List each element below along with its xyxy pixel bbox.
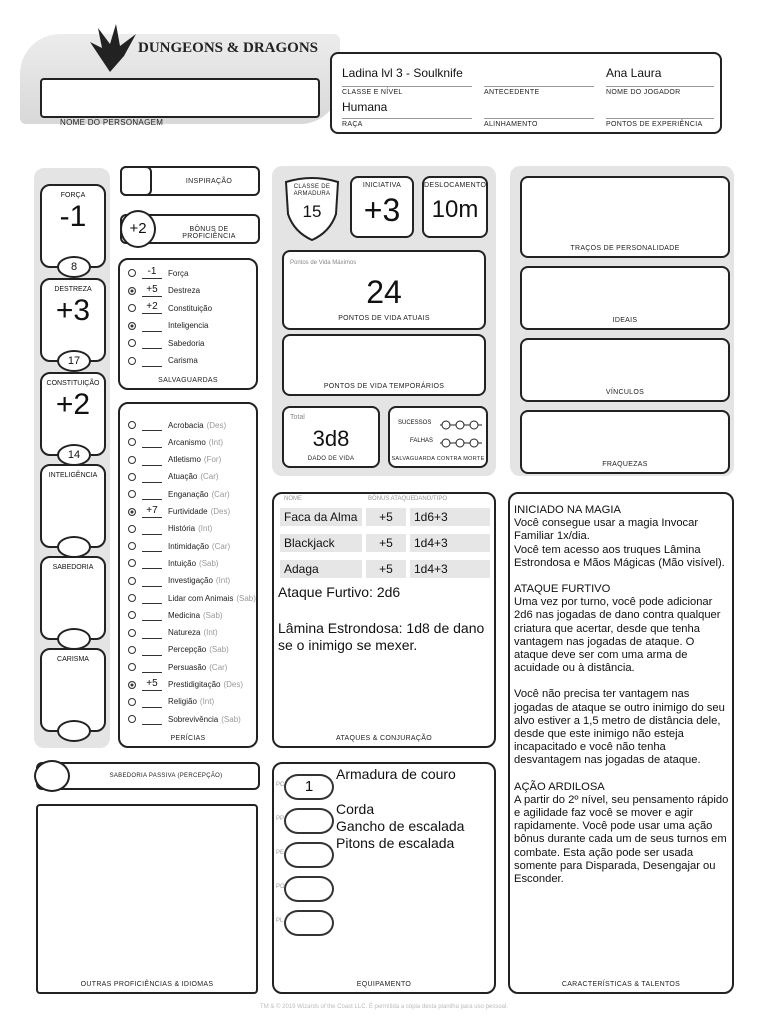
- armor-class-label: CLASSE DE ARMADURA: [293, 184, 331, 197]
- coin-field[interactable]: [276, 808, 334, 834]
- coin-code: PL: [276, 918, 284, 924]
- save-name: Destreza: [168, 286, 201, 295]
- save-proficiency-radio[interactable]: [128, 322, 136, 330]
- skill-proficiency-radio[interactable]: [128, 508, 136, 516]
- header-info-box: [330, 52, 722, 134]
- coin-code: PC: [276, 782, 285, 788]
- coin-code: PE: [276, 850, 285, 856]
- race-label: RAÇA: [342, 118, 472, 128]
- attack-damage[interactable]: 1d6+3: [410, 508, 490, 526]
- skill-proficiency-radio[interactable]: [128, 525, 136, 533]
- skill-row[interactable]: [128, 537, 278, 555]
- skill-name: Percepção: [168, 645, 207, 655]
- skill-proficiency-radio[interactable]: [128, 438, 136, 446]
- coin-code: PP: [276, 816, 285, 822]
- other-proficiencies-box[interactable]: [36, 804, 258, 994]
- attribute-name: DESTREZA: [54, 286, 92, 293]
- skill-name: Religião: [168, 697, 197, 707]
- equipment-label: EQUIPAMENTO: [356, 981, 412, 988]
- attribute-score[interactable]: [57, 628, 91, 650]
- coin-field[interactable]: [276, 876, 334, 902]
- attribute-name: CONSTITUIÇÃO: [46, 380, 100, 387]
- attribute-box[interactable]: [40, 556, 106, 640]
- skill-attr: (Sab): [209, 645, 229, 655]
- hit-dice-label: DADO DE VIDA: [307, 456, 355, 462]
- skill-attr: (Car): [211, 489, 230, 499]
- attack-name[interactable]: Faca da Alma: [280, 508, 362, 526]
- features-box: [508, 492, 734, 994]
- skill-proficiency-radio[interactable]: [128, 490, 136, 498]
- save-proficiency-radio[interactable]: [128, 304, 136, 312]
- skill-name: Furtividade: [168, 507, 208, 516]
- skill-name: Atuação: [168, 472, 198, 482]
- character-name-label: NOME DO PERSONAGEM: [60, 118, 164, 127]
- inspiration-label: INSPIRAÇÃO: [185, 178, 233, 185]
- feature-paragraph: [514, 768, 730, 781]
- attack-bonus[interactable]: +5: [366, 508, 406, 526]
- features-label: CARACTERÍSTICAS & TALENTOS: [561, 981, 681, 988]
- skill-row[interactable]: [128, 641, 278, 659]
- skill-row[interactable]: [128, 451, 278, 469]
- save-value[interactable]: +2: [142, 302, 162, 314]
- skill-value[interactable]: [142, 419, 162, 431]
- save-row[interactable]: [128, 299, 278, 317]
- equipment-item: Gancho de escalada: [336, 818, 465, 834]
- hp-current-label: PONTOS DE VIDA ATUAIS: [338, 315, 430, 322]
- skill-row[interactable]: [128, 589, 278, 607]
- skill-attr: (Int): [199, 697, 215, 707]
- attribute-name: FORÇA: [60, 192, 86, 199]
- initiative-box[interactable]: [350, 176, 414, 238]
- personality-panel: [510, 166, 734, 476]
- save-value[interactable]: [142, 337, 162, 349]
- attacks-col-name: NOME: [284, 496, 302, 502]
- attribute-modifier: +3: [55, 294, 91, 327]
- skills-box: [118, 402, 258, 748]
- skill-proficiency-radio[interactable]: [128, 698, 136, 706]
- coin-code: PO: [276, 884, 285, 890]
- skill-value[interactable]: [142, 523, 162, 535]
- saves-box: [118, 258, 258, 390]
- attribute-score[interactable]: 14: [57, 444, 91, 466]
- skill-row[interactable]: [128, 572, 278, 590]
- feature-paragraph: INICIADO NA MAGIA: [514, 504, 621, 516]
- skill-proficiency-radio[interactable]: [128, 715, 136, 723]
- death-fail-label: FALHAS: [410, 438, 434, 444]
- skill-attr: (Sab): [236, 593, 256, 603]
- feature-paragraph: A partir do 2º nível, seu pensamento rápido e agilidade faz você se mover e agir rapidamente. Você pode usar uma ação bônus durante cada um de seus turnos em combate. Esta ação pode ser usada somente para Disparada, Desengajar ou Esconder.: [514, 793, 729, 886]
- skill-attr: (Des): [210, 507, 231, 516]
- skill-attr: (Car): [211, 541, 231, 551]
- save-name: Sabedoria: [168, 338, 205, 348]
- proficiency-label: BÔNUS DE PROFICIÊNCIA: [182, 226, 236, 240]
- bonds-box[interactable]: [520, 338, 730, 402]
- character-name-field[interactable]: [40, 78, 320, 118]
- skill-name: Atletismo: [168, 455, 201, 465]
- skill-row[interactable]: [128, 554, 278, 572]
- skill-value[interactable]: [142, 540, 162, 552]
- skill-value[interactable]: [142, 471, 162, 483]
- skill-row[interactable]: [128, 520, 278, 538]
- initiative-label: INICIATIVA: [362, 182, 402, 189]
- save-name: Força: [168, 268, 189, 278]
- inspiration-box[interactable]: [120, 166, 260, 196]
- attribute-name: SABEDORIA: [52, 564, 94, 571]
- feature-paragraph: ATAQUE FURTIVO: [514, 583, 611, 596]
- attack-damage[interactable]: 1d4+3: [410, 534, 490, 552]
- skill-attr: (Car): [209, 662, 228, 672]
- skill-name: Intuição: [168, 558, 197, 568]
- skill-attr: (Des): [223, 680, 244, 689]
- save-row[interactable]: [128, 282, 278, 300]
- hit-dice-value: 3d8: [312, 426, 350, 451]
- skill-proficiency-radio[interactable]: [128, 559, 136, 567]
- skill-proficiency-radio[interactable]: [128, 421, 136, 429]
- equipment-item: Corda: [336, 801, 375, 817]
- other-proficiencies-label: OUTRAS PROFICIÊNCIAS & IDIOMAS: [80, 981, 214, 988]
- race-value[interactable]: Humana: [342, 100, 388, 114]
- attribute-name: INTELIGÊNCIA: [48, 472, 98, 479]
- save-proficiency-radio[interactable]: [128, 357, 136, 365]
- skill-value[interactable]: [142, 575, 162, 587]
- attribute-score[interactable]: 17: [57, 350, 91, 372]
- skill-proficiency-radio[interactable]: [128, 681, 136, 689]
- attribute-name: CARISMA: [57, 656, 89, 663]
- skill-proficiency-radio[interactable]: [128, 473, 136, 481]
- proficiency-box: [120, 214, 260, 244]
- skill-value[interactable]: [142, 609, 162, 621]
- equipment-item: Armadura de couro: [336, 766, 456, 782]
- skill-attr: (Int): [208, 437, 224, 447]
- passive-wisdom-value[interactable]: [34, 760, 70, 792]
- attribute-modifier: +2: [55, 388, 91, 421]
- combat-panel: [272, 166, 496, 476]
- death-success-label: SUCESSOS: [398, 420, 432, 426]
- skill-attr: (Car): [200, 472, 219, 482]
- attacks-label: ATAQUES & CONJURAÇÃO: [336, 735, 432, 742]
- skill-row[interactable]: [128, 676, 278, 694]
- skill-attr: (Int): [203, 628, 218, 638]
- flaws-box[interactable]: [520, 410, 730, 474]
- traits-box[interactable]: [520, 176, 730, 258]
- save-value[interactable]: [142, 355, 162, 367]
- hp-current-value: 24: [366, 274, 402, 310]
- save-proficiency-radio[interactable]: [128, 339, 136, 347]
- hp-current-box[interactable]: [282, 250, 486, 330]
- flaws-label: FRAQUEZAS: [602, 461, 648, 468]
- skill-name: Prestidigitação: [168, 680, 221, 689]
- skill-name: Natureza: [168, 628, 201, 638]
- skill-attr: (Des): [206, 420, 227, 430]
- attack-bonus[interactable]: +5: [366, 534, 406, 552]
- death-saves-label: SALVAGUARDA CONTRA MORTE: [391, 456, 485, 462]
- skill-proficiency-radio[interactable]: [128, 646, 136, 654]
- inspiration-checkbox[interactable]: [120, 166, 152, 196]
- skill-proficiency-radio[interactable]: [128, 594, 136, 602]
- save-row[interactable]: [128, 334, 278, 352]
- speed-box[interactable]: [422, 176, 488, 238]
- hit-dice-box[interactable]: [282, 406, 380, 468]
- hit-dice-total-label: Total: [290, 414, 305, 421]
- skill-name: Sobrevivência: [168, 714, 219, 724]
- skill-row[interactable]: [128, 433, 278, 451]
- ideals-box[interactable]: [520, 266, 730, 330]
- save-value[interactable]: [142, 320, 162, 332]
- speed-value: 10m: [431, 196, 479, 223]
- skill-attr: (Sab): [221, 714, 241, 724]
- skill-attr: (For): [203, 455, 222, 465]
- save-row[interactable]: [128, 317, 278, 335]
- skill-proficiency-radio[interactable]: [128, 663, 136, 671]
- skill-name: Acrobacia: [168, 420, 204, 430]
- skill-value[interactable]: +5: [142, 679, 162, 691]
- skill-row[interactable]: [128, 468, 278, 486]
- feature-paragraph: [514, 675, 730, 688]
- save-proficiency-radio[interactable]: [128, 287, 136, 295]
- attribute-box[interactable]: [40, 278, 106, 367]
- coin-field[interactable]: [276, 774, 334, 800]
- skill-row[interactable]: [128, 485, 278, 503]
- skill-name: Lidar com Animais: [168, 593, 234, 603]
- feature-paragraph: Você tem acesso aos truques Lâmina Estrondosa e Mãos Mágicas (Mão visível).: [514, 543, 725, 569]
- attribute-box[interactable]: [40, 372, 106, 461]
- feature-paragraph: [514, 570, 730, 583]
- attack-name[interactable]: Adaga: [280, 560, 362, 578]
- death-success-circles[interactable]: [440, 417, 482, 427]
- save-value[interactable]: +5: [142, 285, 162, 297]
- traits-label: TRAÇOS DE PERSONALIDADE: [570, 245, 680, 252]
- skill-name: História: [168, 524, 196, 534]
- attribute-score[interactable]: [57, 720, 91, 742]
- attribute-box[interactable]: [40, 648, 106, 732]
- equipment-box: [272, 762, 496, 994]
- save-value[interactable]: -1: [142, 267, 162, 279]
- skill-name: Investigação: [168, 576, 213, 586]
- skill-value[interactable]: [142, 592, 162, 604]
- class-level-label: CLASSE E NÍVEL: [342, 86, 472, 96]
- feature-paragraph: Uma vez por turno, você pode adicionar 2d6 nas jogadas de dano contra qualquer criatura que acertar, desde que tenha vantagem nas jogadas de ataque. O ataque deve ser com uma arma de acuidade ou à distância.: [514, 596, 721, 675]
- proficiency-value[interactable]: +2: [120, 210, 156, 248]
- skills-label: PERÍCIAS: [170, 735, 206, 742]
- player-name-value[interactable]: Ana Laura: [606, 66, 662, 80]
- feature-paragraph: Você consegue usar a magia Invocar Familiar 1x/dia.: [514, 517, 699, 543]
- skill-name: Persuasão: [168, 662, 207, 672]
- alignment-label: ALINHAMENTO: [484, 118, 594, 128]
- attribute-score[interactable]: 8: [57, 256, 91, 278]
- attribute-modifier: -1: [59, 200, 87, 233]
- attack-damage[interactable]: 1d4+3: [410, 560, 490, 578]
- skill-row[interactable]: [128, 693, 278, 711]
- xp-label: PONTOS DE EXPERIÊNCIA: [606, 118, 714, 128]
- feature-paragraph: AÇÃO ARDILOSA: [514, 780, 605, 793]
- save-proficiency-radio[interactable]: [128, 269, 136, 277]
- skill-value[interactable]: [142, 488, 162, 500]
- skill-row[interactable]: [128, 658, 278, 676]
- attribute-score[interactable]: [57, 536, 91, 558]
- skill-row[interactable]: [128, 710, 278, 728]
- skill-value[interactable]: [142, 557, 162, 569]
- attack-bonus[interactable]: +5: [366, 560, 406, 578]
- skill-proficiency-radio[interactable]: [128, 456, 136, 464]
- attribute-box[interactable]: [40, 464, 106, 548]
- skill-row[interactable]: [128, 606, 278, 624]
- initiative-value: +3: [363, 192, 401, 228]
- skill-proficiency-radio[interactable]: [128, 577, 136, 585]
- ideals-label: IDEAIS: [612, 317, 638, 324]
- player-name-label: NOME DO JOGADOR: [606, 86, 714, 96]
- dragon-logo-icon: [80, 22, 140, 76]
- sneak-attack-note[interactable]: Ataque Furtivo: 2d6: [278, 584, 401, 600]
- skill-name: Medicina: [168, 610, 201, 620]
- coin-value: 1: [304, 778, 314, 795]
- skill-proficiency-radio[interactable]: [128, 629, 136, 637]
- death-fail-circles[interactable]: [440, 435, 482, 445]
- class-level-value[interactable]: Ladina lvl 3 - Soulknife: [342, 66, 463, 80]
- skill-attr: (Sab): [199, 558, 219, 568]
- coin-field[interactable]: [276, 842, 334, 868]
- save-name: Constituição: [168, 303, 213, 313]
- skill-value[interactable]: [142, 436, 162, 448]
- hp-temp-box[interactable]: [282, 334, 486, 396]
- attacks-col-damage: DANO/TIPO: [414, 496, 448, 502]
- thunder-blade-note[interactable]: Lâmina Estrondosa: 1d8 de dano se o inimigo se mexer.: [278, 620, 485, 653]
- attacks-col-bonus: BÔNUS ATAQUE: [368, 496, 415, 502]
- armor-class-value: 15: [302, 202, 322, 221]
- passive-wisdom-label: SABEDORIA PASSIVA (PERCEPÇÃO): [109, 773, 223, 779]
- hp-temp-label: PONTOS DE VIDA TEMPORÁRIOS: [323, 383, 445, 390]
- skill-name: Enganação: [168, 489, 209, 499]
- passive-wisdom-box: [36, 762, 260, 790]
- speed-label: DESLOCAMENTO: [424, 182, 487, 189]
- skill-row[interactable]: [128, 503, 278, 521]
- header: [20, 20, 750, 140]
- equipment-list[interactable]: [336, 766, 492, 852]
- footer: TM & © 2019 Wizards of the Coast LLC. É permitida a cópia desta planilha para uso pessoal.: [260, 1004, 508, 1010]
- skill-proficiency-radio[interactable]: [128, 611, 136, 619]
- save-name: Carisma: [168, 356, 198, 365]
- save-name: Inteligencia: [168, 321, 209, 330]
- save-row[interactable]: [128, 352, 278, 370]
- skill-row[interactable]: [128, 624, 278, 642]
- skill-value[interactable]: [142, 661, 162, 673]
- features-text[interactable]: [514, 504, 730, 886]
- background-label: ANTECEDENTE: [484, 86, 594, 96]
- skill-value[interactable]: +7: [142, 506, 162, 518]
- skill-proficiency-radio[interactable]: [128, 542, 136, 550]
- skill-value[interactable]: [142, 454, 162, 466]
- skill-attr: (Int): [198, 524, 213, 534]
- logo-text: DUNGEONS & DRAGONS: [138, 40, 319, 56]
- armor-class-shield[interactable]: [282, 176, 342, 242]
- skill-value[interactable]: [142, 713, 162, 725]
- skill-value[interactable]: [142, 627, 162, 639]
- skill-name: Arcanismo: [168, 437, 206, 447]
- attack-name[interactable]: Blackjack: [280, 534, 362, 552]
- equipment-item: Pitons de escalada: [336, 835, 455, 851]
- skill-row[interactable]: [128, 416, 278, 434]
- feature-paragraph: Você não precisa ter vantagem nas jogadas de ataque se outro inimigo do seu alvo estiver a 1,5 metro de distância dele, desde que este inimigo não esteja incapacitado e você não tenha desvantagem nas jogadas de ataque.: [514, 688, 725, 767]
- save-row[interactable]: [128, 264, 278, 282]
- hp-max-label: Pontos de Vida Máximos: [290, 260, 357, 266]
- skill-value[interactable]: [142, 644, 162, 656]
- bonds-label: VÍNCULOS: [605, 389, 645, 396]
- skill-value[interactable]: [142, 696, 162, 708]
- attribute-box[interactable]: [40, 184, 106, 273]
- coin-field[interactable]: [276, 910, 334, 936]
- skill-name: Intimidação: [168, 541, 209, 551]
- skill-attr: (Int): [215, 576, 231, 586]
- attacks-box: [272, 492, 496, 748]
- saves-label: SALVAGUARDAS: [158, 377, 218, 384]
- skill-attr: (Sab): [203, 610, 223, 620]
- death-saves-box: [388, 406, 488, 468]
